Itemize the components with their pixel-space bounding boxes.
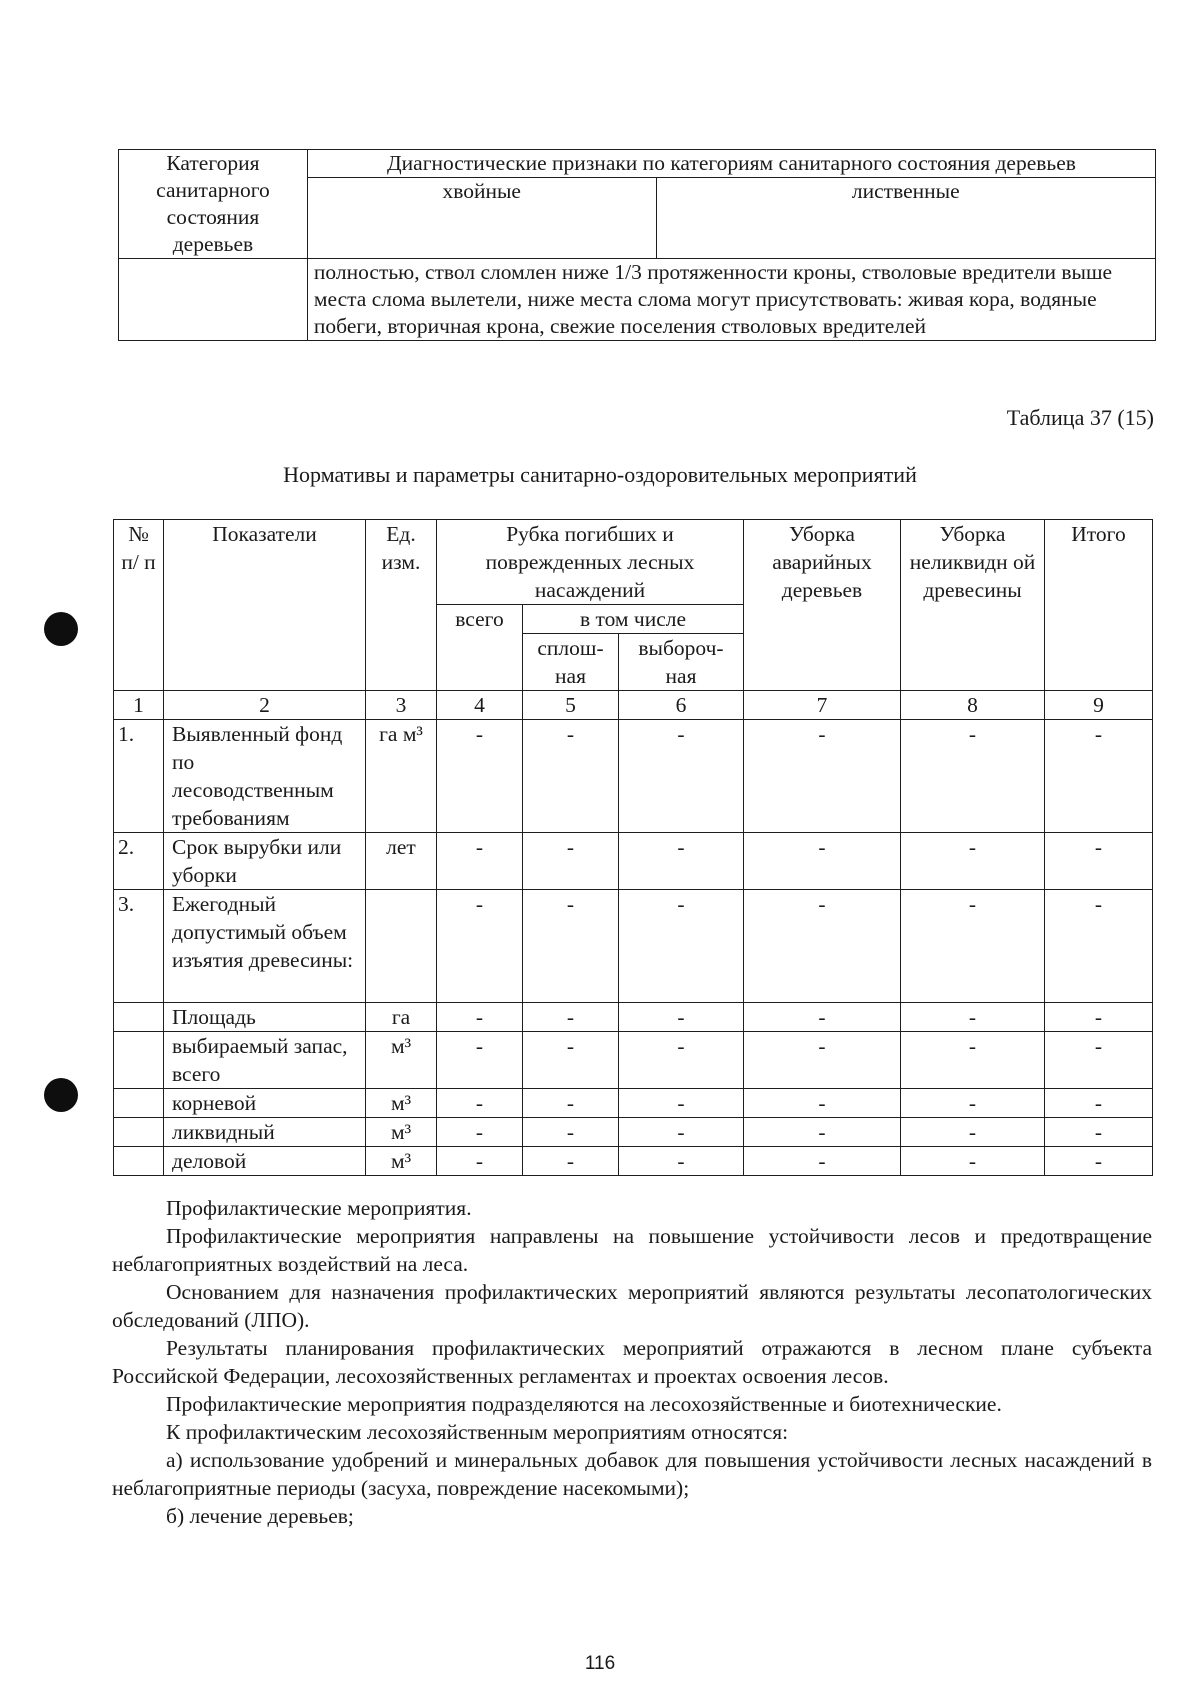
row-indicator: корневой bbox=[164, 1089, 366, 1118]
paragraph: Профилактические мероприятия. bbox=[166, 1196, 472, 1220]
col-number: 3 bbox=[366, 691, 437, 720]
row-value: - bbox=[619, 833, 744, 890]
diagnostic-text: полностью, ствол сломлен ниже 1/3 протяженности кроны, стволовые вредители выше места слома вылетели, ниже места слома могут присутствовать: живая кора, водяные побеги, вторичная крона, свежие поселения стволовых вредителей bbox=[307, 259, 1155, 341]
header-total-all: всего bbox=[437, 605, 523, 691]
row-value: - bbox=[1045, 720, 1153, 833]
header-clear-felling: сплош-ная bbox=[523, 634, 619, 691]
table-row bbox=[114, 1147, 1153, 1176]
row-number bbox=[114, 1089, 164, 1118]
header-no: № п/ п bbox=[114, 520, 164, 691]
row-value: - bbox=[619, 1032, 744, 1089]
row-value: - bbox=[901, 1089, 1045, 1118]
row-value: - bbox=[744, 833, 901, 890]
col-number: 8 bbox=[901, 691, 1045, 720]
header-indicator: Показатели bbox=[164, 520, 366, 691]
table-row bbox=[114, 1003, 1153, 1032]
table-row bbox=[114, 1089, 1153, 1118]
header-category: Категория санитарного состояния деревьев bbox=[119, 150, 308, 259]
paragraph: б) лечение деревьев; bbox=[166, 1504, 354, 1528]
row-value: - bbox=[437, 720, 523, 833]
row-indicator: Выявленный фонд по лесоводственным требованиям bbox=[164, 720, 366, 833]
row-value: - bbox=[437, 1147, 523, 1176]
row-unit: га м³ bbox=[366, 720, 437, 833]
row-value: - bbox=[437, 890, 523, 1003]
row-value: - bbox=[523, 1147, 619, 1176]
table-row bbox=[114, 833, 1153, 890]
row-value: - bbox=[744, 1118, 901, 1147]
header-deciduous: лиственные bbox=[656, 178, 1155, 259]
row-number: 2. bbox=[114, 833, 164, 890]
row-unit: м³ bbox=[366, 1147, 437, 1176]
paragraph: Профилактические мероприятия направлены на повышение устойчивости лесов и предотвращение неблагоприятных воздействий на леса. bbox=[112, 1224, 1152, 1276]
row-indicator: Площадь bbox=[164, 1003, 366, 1032]
row-unit: м³ bbox=[366, 1118, 437, 1147]
row-value: - bbox=[901, 1003, 1045, 1032]
body-text bbox=[112, 1194, 1152, 1530]
row-value: - bbox=[744, 720, 901, 833]
punch-hole-top bbox=[44, 612, 78, 646]
row-value: - bbox=[523, 890, 619, 1003]
header-diagnostic-signs: Диагностические признаки по категориям санитарного состояния деревьев bbox=[307, 150, 1155, 178]
row-value: - bbox=[744, 890, 901, 1003]
row-value: - bbox=[744, 1032, 901, 1089]
row-value: - bbox=[619, 1003, 744, 1032]
row-value: - bbox=[744, 1003, 901, 1032]
row-unit bbox=[366, 890, 437, 1003]
header-including: в том числе bbox=[523, 605, 744, 634]
row-number: 1. bbox=[114, 720, 164, 833]
row-value: - bbox=[619, 890, 744, 1003]
paragraph: Результаты планирования профилактических мероприятий отражаются в лесном плане субъекта Российской Федерации, лесохозяйственных регламентах и проектах освоения лесов. bbox=[112, 1336, 1152, 1388]
row-value: - bbox=[1045, 1003, 1153, 1032]
table-row bbox=[114, 720, 1153, 833]
table-row bbox=[114, 890, 1153, 1003]
header-felling: Рубка погибших и поврежденных лесных насаждений bbox=[437, 520, 744, 605]
header-illiquid: Уборка неликвидн ой древесины bbox=[901, 520, 1045, 691]
row-value: - bbox=[619, 1089, 744, 1118]
col-number: 7 bbox=[744, 691, 901, 720]
header-emergency: Уборка аварийных деревьев bbox=[744, 520, 901, 691]
table-label: Таблица 37 (15) bbox=[1006, 405, 1154, 430]
row-value: - bbox=[744, 1089, 901, 1118]
row-unit: м³ bbox=[366, 1032, 437, 1089]
row-value: - bbox=[437, 1003, 523, 1032]
row-value: - bbox=[437, 1089, 523, 1118]
row-value: - bbox=[523, 1032, 619, 1089]
col-number: 5 bbox=[523, 691, 619, 720]
page-number: 116 bbox=[584, 1653, 616, 1674]
row-value: - bbox=[1045, 1118, 1153, 1147]
row-number bbox=[114, 1032, 164, 1089]
column-numbers-row bbox=[114, 691, 1153, 720]
row-number bbox=[114, 1003, 164, 1032]
row-indicator: деловой bbox=[164, 1147, 366, 1176]
sanitary-measures-table bbox=[113, 519, 1153, 1176]
punch-hole-bottom bbox=[44, 1078, 78, 1112]
col-number: 6 bbox=[619, 691, 744, 720]
row-value: - bbox=[1045, 1147, 1153, 1176]
row-value: - bbox=[619, 720, 744, 833]
category-cell-empty bbox=[119, 259, 308, 341]
row-value: - bbox=[437, 833, 523, 890]
row-indicator: выбираемый запас, всего bbox=[164, 1032, 366, 1089]
row-number: 3. bbox=[114, 890, 164, 1003]
table-title: Нормативы и параметры санитарно-оздоровительных мероприятий bbox=[283, 462, 917, 487]
paragraph: а) использование удобрений и минеральных добавок для повышения устойчивости лесных насаждений в неблагоприятные периоды (засуха, повреждение насекомыми); bbox=[112, 1448, 1152, 1500]
row-value: - bbox=[1045, 1032, 1153, 1089]
paragraph: К профилактическим лесохозяйственным мероприятиям относятся: bbox=[166, 1420, 789, 1444]
row-value: - bbox=[901, 833, 1045, 890]
paragraph: Профилактические мероприятия подразделяются на лесохозяйственные и биотехнические. bbox=[166, 1392, 1002, 1416]
table-row bbox=[114, 1118, 1153, 1147]
row-value: - bbox=[523, 833, 619, 890]
row-value: - bbox=[523, 1003, 619, 1032]
row-value: - bbox=[619, 1147, 744, 1176]
col-number: 1 bbox=[114, 691, 164, 720]
col-number: 9 bbox=[1045, 691, 1153, 720]
row-value: - bbox=[619, 1118, 744, 1147]
header-itogo: Итого bbox=[1045, 520, 1153, 691]
row-value: - bbox=[744, 1147, 901, 1176]
row-number bbox=[114, 1118, 164, 1147]
sanitary-category-table bbox=[118, 149, 1156, 341]
row-value: - bbox=[523, 1089, 619, 1118]
header-conifer: хвойные bbox=[307, 178, 656, 259]
row-value: - bbox=[437, 1032, 523, 1089]
row-unit: м³ bbox=[366, 1089, 437, 1118]
col-number: 2 bbox=[164, 691, 366, 720]
row-unit: га bbox=[366, 1003, 437, 1032]
row-indicator: ликвидный bbox=[164, 1118, 366, 1147]
row-value: - bbox=[523, 1118, 619, 1147]
row-unit: лет bbox=[366, 833, 437, 890]
row-value: - bbox=[901, 1147, 1045, 1176]
row-indicator: Ежегодный допустимый объем изъятия древесины: bbox=[164, 890, 366, 1003]
row-value: - bbox=[437, 1118, 523, 1147]
header-selective-felling: выбороч-ная bbox=[619, 634, 744, 691]
row-value: - bbox=[901, 890, 1045, 1003]
table-row bbox=[114, 1032, 1153, 1089]
row-value: - bbox=[901, 1118, 1045, 1147]
row-value: - bbox=[1045, 1089, 1153, 1118]
header-unit: Ед. изм. bbox=[366, 520, 437, 691]
row-value: - bbox=[901, 1032, 1045, 1089]
paragraph: Основанием для назначения профилактических мероприятий являются результаты лесопатологических обследований (ЛПО). bbox=[112, 1280, 1152, 1332]
row-indicator: Срок вырубки или уборки bbox=[164, 833, 366, 890]
row-value: - bbox=[901, 720, 1045, 833]
col-number: 4 bbox=[437, 691, 523, 720]
row-value: - bbox=[1045, 890, 1153, 1003]
row-value: - bbox=[1045, 833, 1153, 890]
row-value: - bbox=[523, 720, 619, 833]
row-number bbox=[114, 1147, 164, 1176]
